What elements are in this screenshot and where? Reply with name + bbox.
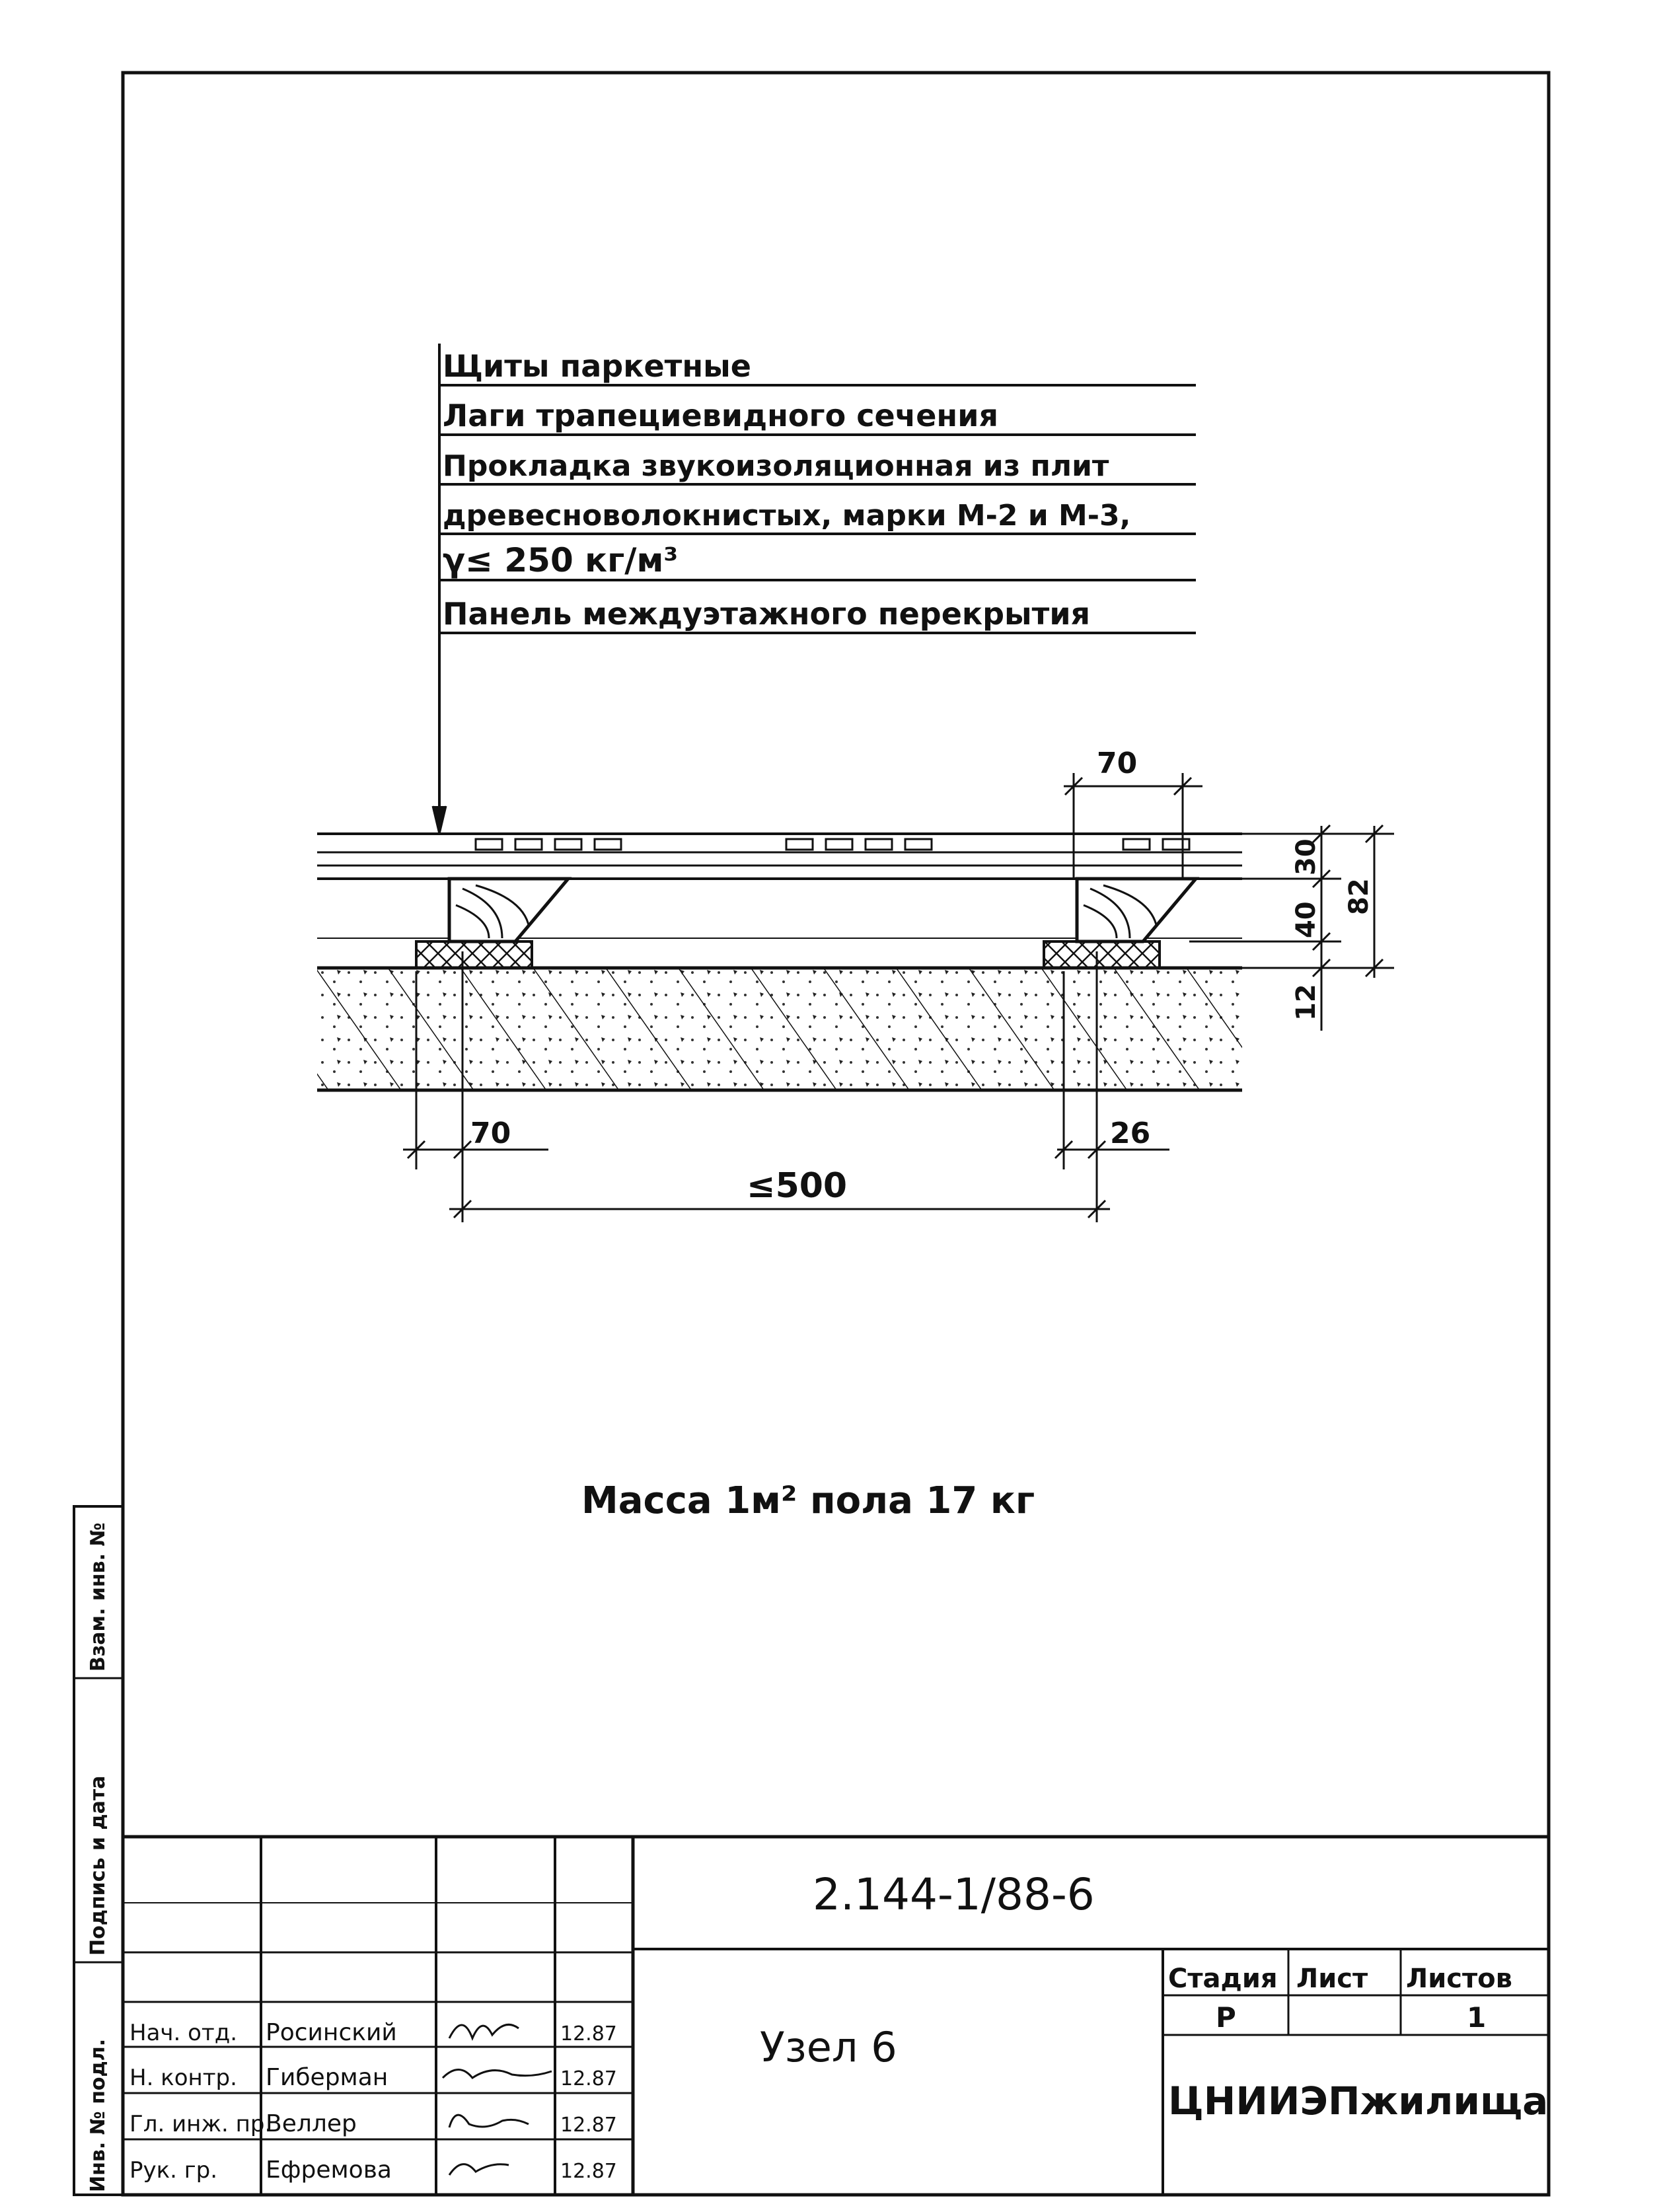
- joist-right: [1044, 879, 1196, 968]
- callout-joists: Лаги трапециевидного сечения: [443, 398, 998, 433]
- date-4: 12.87: [560, 2160, 617, 2183]
- role-1: Нач. отд.: [129, 2020, 238, 2046]
- name-1: Росинский: [266, 2019, 397, 2046]
- role-2: Н. контр.: [129, 2065, 237, 2091]
- mass-note: Масса 1м² пола 17 кг: [581, 1479, 1035, 1522]
- dim-12: 12: [1291, 984, 1321, 1021]
- callout-parquet-boards: Щиты паркетные: [443, 348, 751, 384]
- name-4: Ефремова: [266, 2157, 392, 2184]
- side-stamp: [87, 1522, 110, 2192]
- dim-82: 82: [1344, 878, 1374, 915]
- callout-slab: Панель междуэтажного перекрытия: [443, 596, 1091, 632]
- name-3: Веллер: [266, 2110, 357, 2137]
- signature-4: [449, 2164, 509, 2175]
- signature-3: [449, 2115, 529, 2127]
- role-3: Гл. инж. пр.: [129, 2111, 272, 2137]
- dim-top-70: 70: [1097, 747, 1138, 780]
- floor-section: [317, 834, 1242, 1090]
- joist-left: [416, 879, 568, 968]
- parquet-layer: [317, 834, 1242, 879]
- callout-density: γ≤ 250 кг/м³: [443, 541, 679, 579]
- drawing-code: 2.144-1/88-6: [813, 1869, 1095, 1920]
- date-1: 12.87: [560, 2022, 617, 2046]
- stage-label: Стадия: [1168, 1964, 1278, 1994]
- concrete-slab: [317, 968, 1242, 1090]
- name-2: Гиберман: [266, 2064, 388, 2091]
- callout-group: [433, 344, 1196, 834]
- dim-bottom-70: 70: [470, 1117, 511, 1150]
- organization: ЦНИИЭПжилища: [1168, 2079, 1549, 2123]
- date-2: 12.87: [560, 2067, 617, 2090]
- stamp-podpis: Подпись и дата: [87, 1775, 110, 1956]
- sheets-value: 1: [1467, 2001, 1487, 2034]
- dim-40: 40: [1291, 901, 1321, 938]
- role-4: Рук. гр.: [129, 2157, 218, 2184]
- drawing-title: Узел 6: [760, 2023, 897, 2071]
- title-block-text: [129, 1869, 1548, 2184]
- sheet-frame: [74, 73, 1549, 2195]
- stamp-inv-podl: Инв. № подл.: [87, 2038, 110, 2192]
- date-3: 12.87: [560, 2114, 617, 2137]
- dim-span-500: ≤500: [747, 1166, 848, 1206]
- callout-fibreboard: древесноволокнистых, марки М-2 и М-3,: [443, 499, 1131, 533]
- callout-gasket: Прокладка звукоизоляционная из плит: [443, 449, 1109, 483]
- stamp-vzam: Взам. инв. №: [87, 1522, 110, 1672]
- sheets-label: Листов: [1406, 1964, 1512, 1994]
- signature-2: [443, 2070, 552, 2079]
- signature-1: [449, 2024, 519, 2038]
- dim-30: 30: [1291, 838, 1321, 875]
- sheet-label: Лист: [1296, 1964, 1368, 1994]
- stage-value: Р: [1216, 2001, 1236, 2034]
- dim-26: 26: [1110, 1117, 1151, 1150]
